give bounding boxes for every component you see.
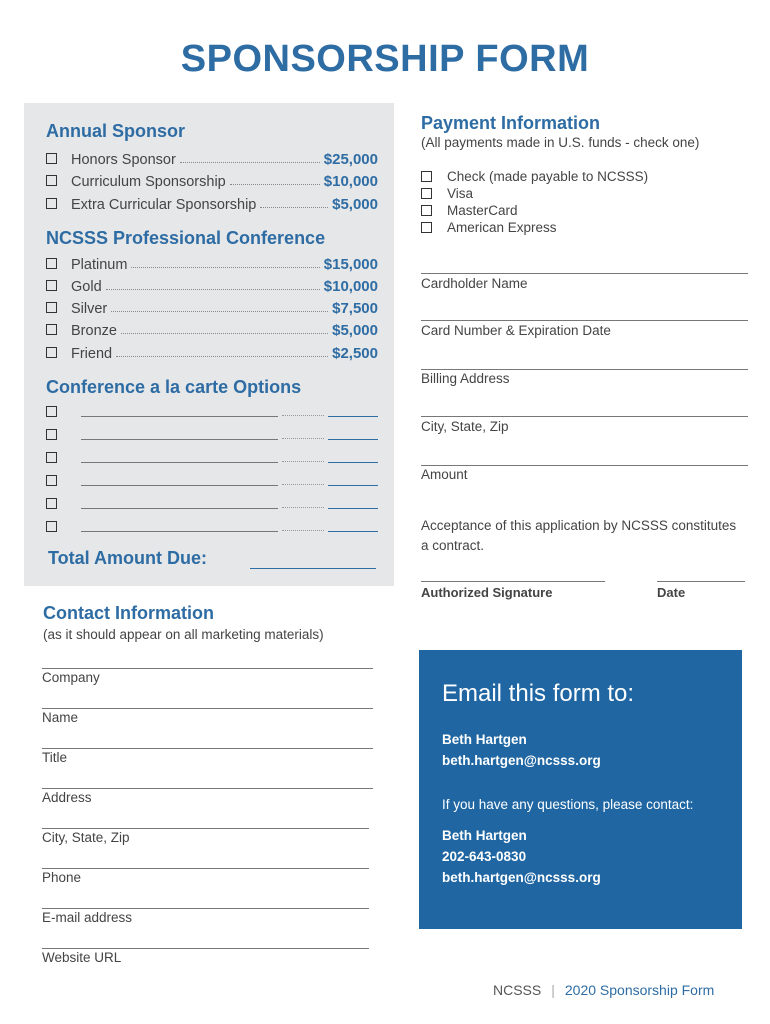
carte-item-field[interactable] xyxy=(81,439,278,440)
contact-name: Beth Hartgen xyxy=(442,828,527,843)
carte-row[interactable] xyxy=(46,447,378,467)
field-label: Cardholder Name xyxy=(421,276,528,291)
signature-label: Authorized Signature xyxy=(421,585,553,600)
contact-phone: 202-643-0830 xyxy=(442,849,527,864)
dot-leader xyxy=(111,311,328,312)
phone-field[interactable] xyxy=(42,868,369,869)
checkbox[interactable] xyxy=(46,198,57,209)
option-label: Platinum xyxy=(71,257,128,273)
carte-row[interactable] xyxy=(46,516,378,536)
dot-leader xyxy=(106,289,320,290)
carte-item-field[interactable] xyxy=(81,531,278,532)
annual-option-honors[interactable] xyxy=(46,148,378,168)
field-label: Company xyxy=(42,670,100,685)
dot-leader xyxy=(282,415,324,416)
email-address-field[interactable] xyxy=(42,908,369,909)
contact-heading: Contact Information xyxy=(43,603,214,623)
card-number-field[interactable] xyxy=(421,320,748,321)
payment-option-check[interactable] xyxy=(421,168,648,185)
total-amount-field[interactable] xyxy=(250,568,376,569)
checkbox[interactable] xyxy=(46,498,57,509)
footer-doc-name: 2020 Sponsorship Form xyxy=(564,982,715,998)
dot-leader xyxy=(131,267,319,268)
field-label: Phone xyxy=(42,870,82,885)
checkbox[interactable] xyxy=(421,222,432,233)
dot-leader xyxy=(282,507,324,508)
contact-city-state-zip-field[interactable] xyxy=(42,828,369,829)
field-label: Name xyxy=(42,710,79,725)
contact-name: Beth Hartgen xyxy=(442,732,527,747)
annual-sponsor-heading: Annual Sponsor xyxy=(46,121,185,141)
field-label: City, State, Zip xyxy=(42,830,130,845)
address-field[interactable] xyxy=(42,788,373,789)
name-field[interactable] xyxy=(42,708,373,709)
carte-price-field[interactable] xyxy=(328,485,378,486)
contact-subheading: (as it should appear on all marketing materials) xyxy=(43,627,324,642)
dot-leader xyxy=(121,333,328,334)
payment-city-state-zip-field[interactable] xyxy=(421,416,748,417)
conference-option-gold[interactable] xyxy=(46,275,378,295)
option-label: Check (made payable to NCSSS) xyxy=(447,169,649,184)
checkbox[interactable] xyxy=(421,205,432,216)
conference-option-bronze[interactable] xyxy=(46,319,378,339)
carte-price-field[interactable] xyxy=(328,531,378,532)
field-label: E-mail address xyxy=(42,910,133,925)
option-label: American Express xyxy=(447,220,557,235)
carte-row[interactable] xyxy=(46,401,378,421)
field-label: Card Number & Expiration Date xyxy=(421,323,611,338)
checkbox[interactable] xyxy=(46,429,57,440)
option-price: $25,000 xyxy=(323,151,378,168)
checkbox[interactable] xyxy=(46,347,57,358)
field-label: Title xyxy=(42,750,68,765)
footer-org: NCSSS xyxy=(493,982,542,998)
option-price: $15,000 xyxy=(323,256,378,273)
option-price: $5,000 xyxy=(332,322,378,339)
carte-price-field[interactable] xyxy=(328,462,378,463)
email-box-title: Email this form to: xyxy=(442,680,635,707)
payment-subheading: (All payments made in U.S. funds - check one) xyxy=(421,135,700,150)
dot-leader xyxy=(282,484,324,485)
carte-item-field[interactable] xyxy=(81,416,278,417)
contact-email-link[interactable]: beth.hartgen@ncsss.org xyxy=(442,753,601,768)
dot-leader xyxy=(282,438,324,439)
billing-address-field[interactable] xyxy=(421,369,748,370)
conference-option-friend[interactable] xyxy=(46,342,378,362)
payment-option-mastercard[interactable] xyxy=(421,202,518,219)
field-label: Billing Address xyxy=(421,371,510,386)
option-price: $5,000 xyxy=(332,196,378,213)
carte-item-field[interactable] xyxy=(81,462,278,463)
option-label: Gold xyxy=(71,279,102,295)
page-footer xyxy=(493,982,714,998)
contact-email-link[interactable]: beth.hartgen@ncsss.org xyxy=(442,870,601,885)
option-price: $10,000 xyxy=(323,173,378,190)
dot-leader xyxy=(282,461,324,462)
option-label: Silver xyxy=(71,301,108,317)
date-field[interactable] xyxy=(657,581,745,582)
company-field[interactable] xyxy=(42,668,373,669)
option-label: Bronze xyxy=(71,323,117,339)
option-price: $10,000 xyxy=(323,278,378,295)
dot-leader xyxy=(260,207,328,208)
total-amount-label: Total Amount Due: xyxy=(48,548,207,568)
checkbox[interactable] xyxy=(421,171,432,182)
option-label: MasterCard xyxy=(447,203,518,218)
option-label: Honors Sponsor xyxy=(71,152,176,168)
option-label: Friend xyxy=(71,346,113,362)
payment-option-visa[interactable] xyxy=(421,185,473,202)
title-field[interactable] xyxy=(42,748,373,749)
email-info-box xyxy=(419,650,742,929)
website-url-field[interactable] xyxy=(42,948,369,949)
carte-heading: Conference a la carte Options xyxy=(46,377,302,397)
conference-option-platinum[interactable] xyxy=(46,253,378,273)
carte-price-field[interactable] xyxy=(328,416,378,417)
dot-leader xyxy=(116,356,328,357)
option-price: $7,500 xyxy=(332,300,378,317)
checkbox[interactable] xyxy=(46,521,57,532)
checkbox[interactable] xyxy=(46,475,57,486)
field-label: City, State, Zip xyxy=(421,419,509,434)
option-label: Extra Curricular Sponsorship xyxy=(71,197,257,213)
option-price: $2,500 xyxy=(332,345,378,362)
conference-option-silver[interactable] xyxy=(46,297,378,317)
questions-text: If you have any questions, please contact: xyxy=(442,797,694,812)
checkbox[interactable] xyxy=(46,452,57,463)
checkbox[interactable] xyxy=(46,406,57,417)
checkbox[interactable] xyxy=(421,188,432,199)
carte-row[interactable] xyxy=(46,424,378,444)
checkbox[interactable] xyxy=(46,258,57,269)
checkbox[interactable] xyxy=(46,153,57,164)
carte-row[interactable] xyxy=(46,493,378,513)
acceptance-text: Acceptance of this application by NCSSS constitutes a contract. xyxy=(421,518,737,553)
payment-option-amex[interactable] xyxy=(421,219,557,236)
field-label: Amount xyxy=(421,467,468,482)
carte-item-field[interactable] xyxy=(81,485,278,486)
conference-heading: NCSSS Professional Conference xyxy=(46,228,326,248)
checkbox[interactable] xyxy=(46,280,57,291)
checkbox[interactable] xyxy=(46,324,57,335)
carte-row[interactable] xyxy=(46,470,378,490)
dot-leader xyxy=(180,162,320,163)
checkbox[interactable] xyxy=(46,175,57,186)
date-label: Date xyxy=(657,585,686,600)
amount-field[interactable] xyxy=(421,465,748,466)
annual-option-extra-curricular[interactable] xyxy=(46,193,378,213)
cardholder-name-field[interactable] xyxy=(421,273,748,274)
footer-separator: | xyxy=(551,982,555,998)
carte-item-field[interactable] xyxy=(81,508,278,509)
field-label: Website URL xyxy=(42,950,122,965)
carte-price-field[interactable] xyxy=(328,439,378,440)
annual-option-curriculum[interactable] xyxy=(46,170,378,190)
option-label: Visa xyxy=(447,186,474,201)
option-label: Curriculum Sponsorship xyxy=(71,174,226,190)
checkbox[interactable] xyxy=(46,302,57,313)
signature-field[interactable] xyxy=(421,581,605,582)
payment-heading: Payment Information xyxy=(421,113,601,133)
field-label: Address xyxy=(42,790,92,805)
dot-leader xyxy=(230,184,320,185)
form-title: SPONSORSHIP FORM xyxy=(180,38,590,80)
carte-price-field[interactable] xyxy=(328,508,378,509)
dot-leader xyxy=(282,530,324,531)
